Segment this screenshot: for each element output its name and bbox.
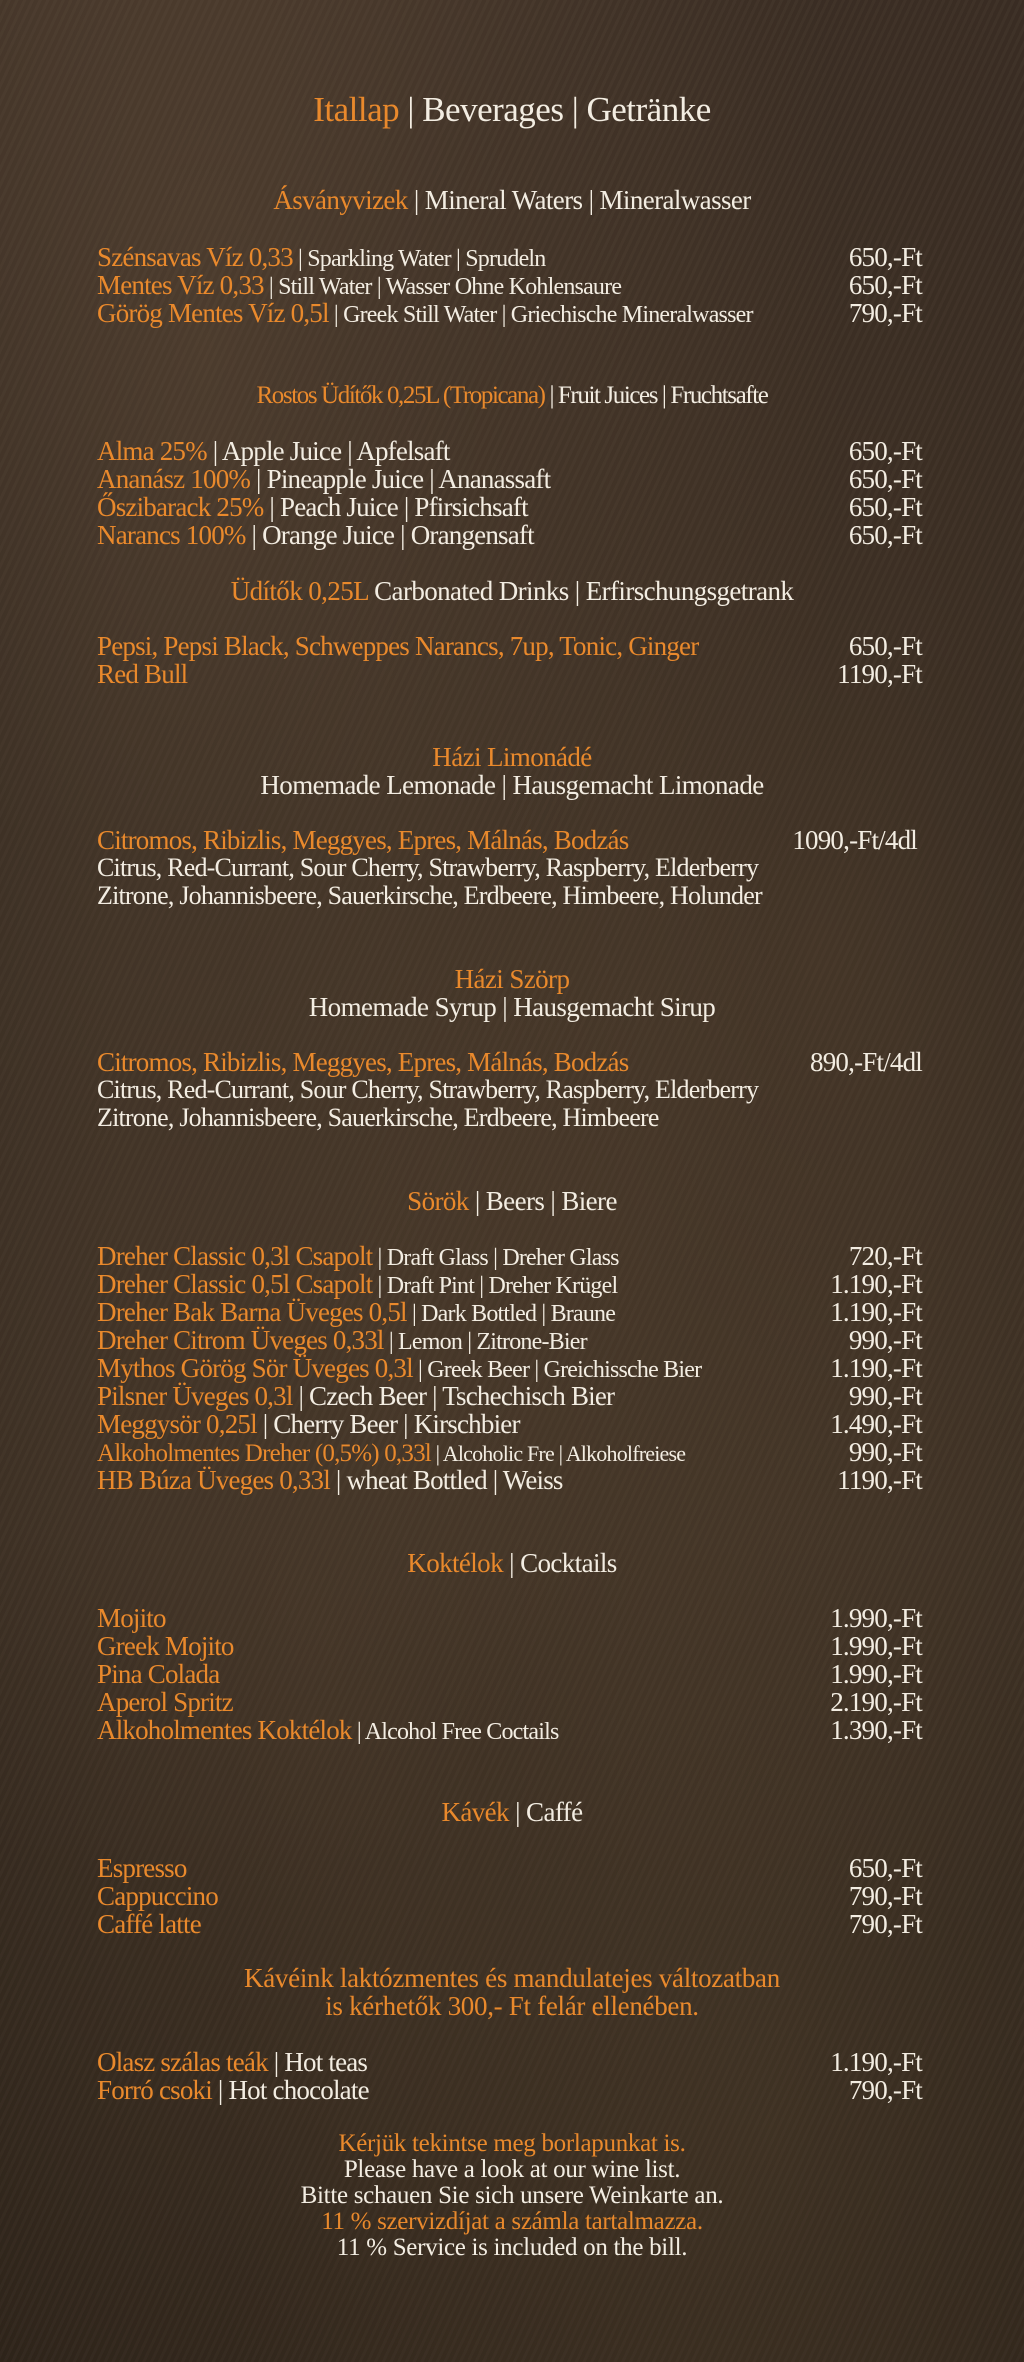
title-de: Getränke [586,90,711,129]
item-price: 1.990,-Ft [830,1603,922,1633]
section-heading-carbonated-drinks [0,576,1024,606]
item-price: 650,-Ft [848,631,922,661]
heading-hu: Üdítők 0,25L [230,576,368,606]
menu-item-pineapple-juice [97,465,922,493]
menu-item-still-water [97,271,922,299]
menu-item-cocktail [97,1632,922,1660]
menu-item-peach-juice [97,493,922,521]
item-price: 1.990,-Ft [830,1631,922,1661]
item-name-rest: | Draft Glass | Dreher Glass [372,1245,619,1271]
menu-item-beer [97,1270,922,1298]
heading-rest: | Cocktails [502,1548,617,1578]
heading-hu: Koktélok [407,1548,503,1578]
item-name-hu: Aperol Spritz [97,1687,233,1717]
menu-item-syrup-flavors [97,1048,922,1076]
flavors-hu: Citromos, Ribizlis, Meggyes, Epres, Málnás, Bodzás [97,1047,629,1077]
item-name-hu: Szénsavas Víz 0,33 [97,242,293,272]
item-name-rest: | Lemon | Zitrone-Bier [383,1329,587,1355]
item-price: 650,-Ft [848,492,922,522]
title-hu: Itallap [313,90,400,129]
item-price: 990,-Ft [848,1381,922,1411]
item-name-rest: | Peach Juice | Pfirsichsaft [263,492,528,522]
section-heading-beers [0,1186,1024,1216]
item-price: 650,-Ft [848,520,922,550]
item-name-hu: Pina Colada [97,1659,220,1689]
menu-item-sparkling-water [97,243,922,271]
item-price: 1.190,-Ft [830,1269,922,1299]
coffee-note-line-2: is kérhetők 300,- Ft felár ellenében. [325,1991,699,2021]
heading-rest: | Mineral Waters | Mineralwasser [407,185,751,215]
item-name-hu: Mentes Víz 0,33 [97,270,264,300]
item-name-rest: | Cherry Beer | Kirschbier [256,1409,520,1439]
heading-hu: Rostos Üdítők 0,25L (Tropicana) [256,382,545,409]
item-name-rest: | Czech Beer | Tschechisch Bier [292,1381,615,1411]
item-name-hu: Alkoholmentes Koktélok [97,1715,352,1745]
item-price: 650,-Ft [848,464,922,494]
item-name-rest: | Orange Juice | Orangensaft [245,520,534,550]
item-name-hu: Alkoholmentes Dreher (0,5%) 0,33l [97,1440,431,1467]
item-price: 1.490,-Ft [830,1409,922,1439]
item-price: 650,-Ft [848,1853,922,1883]
footer-service-hu: 11 % szervizdíjat a számla tartalmazza. [321,2208,703,2235]
heading-rest: | Fruit Juices | Fruchtsafte [544,382,768,409]
item-name-rest: | Draft Pint | Dreher Krügel [372,1273,618,1299]
menu-item-cocktail [97,1604,922,1632]
item-name-hu: Dreher Citrom Üveges 0,33l [97,1325,384,1355]
item-name-rest: | Hot chocolate [211,2075,369,2105]
section-heading-lemonade: Házi Limonádé [432,742,592,772]
item-price: 650,-Ft [848,270,922,300]
section-subheading-syrup: Homemade Syrup | Hausgemacht Sirup [308,992,716,1022]
item-price: 2.190,-Ft [830,1687,922,1717]
flavors-hu: Citromos, Ribizlis, Meggyes, Epres, Málnás, Bodzás [97,825,629,855]
heading-rest: | Caffé [508,1797,583,1827]
menu-item-cocktail [97,1660,922,1688]
item-name-hu: Őszibarack 25% [97,492,264,522]
menu-item-beer [97,1466,922,1494]
item-price: 1.190,-Ft [830,2047,922,2077]
item-price: 1.990,-Ft [830,1659,922,1689]
footer-wine-list-en: Please have a look at our wine list. [343,2156,681,2183]
menu-item-beer [97,1298,922,1326]
item-name-hu: Mythos Görög Sör Üveges 0,3l [97,1353,413,1383]
item-name-hu: Greek Mojito [97,1631,234,1661]
item-price: 650,-Ft [848,242,922,272]
heading-hu: Ásványvizek [273,185,408,215]
item-name-hu: HB Búza Üveges 0,33l [97,1465,330,1495]
item-price: 720,-Ft [848,1241,922,1271]
title-sep-1: | [399,90,423,129]
syrup-flavors-en: Citrus, Red-Currant, Sour Cherry, Strawberry, Raspberry, Elderberry [97,1075,759,1104]
menu-item-coffee [97,1910,922,1938]
page-title [0,90,1024,130]
item-price: 1.190,-Ft [830,1353,922,1383]
item-name-hu: Alma 25% [97,436,207,466]
heading-rest: Carbonated Drinks | Erfirschungsgetrank [368,576,794,606]
item-name-rest: | Greek Still Water | Griechische Mineralwasser [328,302,753,328]
item-price: 990,-Ft [848,1325,922,1355]
item-name-rest: | Pineapple Juice | Ananassaft [250,464,551,494]
menu-item-greek-still-water [97,299,922,327]
section-heading-fruit-juices [0,381,1024,411]
footer-wine-list-hu: Kérjük tekintse meg borlapunkat is. [338,2130,686,2157]
heading-rest: | Beers | Biere [468,1186,617,1216]
item-name-hu: Espresso [97,1853,187,1883]
menu-item-coffee [97,1882,922,1910]
item-price: 1.390,-Ft [830,1715,922,1745]
heading-hu: Kávék [441,1797,509,1827]
item-name-rest: | Dark Bottled | Braune [406,1301,616,1327]
item-name-rest: | Alcohol Free Coctails [351,1719,559,1745]
item-price: 990,-Ft [848,1437,922,1467]
heading-hu: Sörök [407,1186,469,1216]
item-price: 1190,-Ft [837,659,922,689]
item-name-rest: | Alcoholic Fre | Alkoholfreiese [430,1441,686,1466]
item-price: 890,-Ft/4dl [810,1047,922,1077]
menu-item-hot-teas [97,2048,922,2076]
item-name-hu: Red Bull [97,659,188,689]
item-name-hu: Cappuccino [97,1881,218,1911]
item-name-rest: | Sparkling Water | Sprudeln [292,246,546,272]
item-name-hu: Dreher Bak Barna Üveges 0,5l [97,1297,407,1327]
item-name-hu: Olasz szálas teák [97,2047,268,2077]
item-price: 1190,-Ft [837,1465,922,1495]
item-price: 790,-Ft [848,298,922,328]
item-name-hu: Mojito [97,1603,166,1633]
footer-service-en: 11 % Service is included on the bill. [336,2234,688,2261]
footer-wine-list-de: Bitte schauen Sie sich unsere Weinkarte an. [300,2182,724,2209]
item-name-rest: | Still Water | Wasser Ohne Kohlensaure [263,274,622,300]
item-name-rest: | Apple Juice | Apfelsaft [206,436,450,466]
menu-item-beer [97,1242,922,1270]
item-name-hu: Meggysör 0,25l [97,1409,257,1439]
menu-item-soft-drinks [97,632,922,660]
lemonade-flavors-en: Citrus, Red-Currant, Sour Cherry, Strawberry, Raspberry, Elderberry [97,853,759,882]
menu-item-lemonade-flavors [97,826,922,854]
title-en: Beverages [422,90,564,129]
section-heading-coffee [0,1797,1024,1827]
menu-item-beer [97,1326,922,1354]
item-name-rest: | Greek Beer | Greichissche Bier [412,1357,702,1383]
item-price: 790,-Ft [848,2075,922,2105]
item-name-hu: Pilsner Üveges 0,3l [97,1381,293,1411]
menu-item-apple-juice [97,437,922,465]
menu-item-orange-juice [97,521,922,549]
item-price: 790,-Ft [848,1909,922,1939]
title-sep-2: | [563,90,587,129]
item-price: 790,-Ft [848,1881,922,1911]
item-name-rest: | Hot teas [267,2047,368,2077]
item-name-hu: Görög Mentes Víz 0,5l [97,298,329,328]
item-price: 1.190,-Ft [830,1297,922,1327]
section-heading-syrup: Házi Szörp [454,964,570,994]
lemonade-flavors-de: Zitrone, Johannisbeere, Sauerkirsche, Erdbeere, Himbeere, Holunder [97,881,762,910]
item-name-hu: Forró csoki [97,2075,212,2105]
section-subheading-lemonade: Homemade Lemonade | Hausgemacht Limonade [260,770,764,800]
menu-item-beer [97,1410,922,1438]
item-name-hu: Narancs 100% [97,520,246,550]
item-name-hu: Caffé latte [97,1909,201,1939]
menu-item-cocktail [97,1716,922,1744]
item-name-hu: Dreher Classic 0,5l Csapolt [97,1269,373,1299]
item-price: 1090,-Ft/4dl [792,825,917,855]
item-name-hu: Ananász 100% [97,464,251,494]
item-name-hu: Dreher Classic 0,3l Csapolt [97,1241,373,1271]
menu-item-cocktail [97,1688,922,1716]
syrup-flavors-de: Zitrone, Johannisbeere, Sauerkirsche, Erdbeere, Himbeere [97,1103,659,1132]
menu-item-beer [97,1354,922,1382]
menu-item-coffee [97,1854,922,1882]
item-name-rest: | wheat Bottled | Weiss [329,1465,563,1495]
menu-item-beer [97,1438,922,1466]
item-name-hu: Pepsi, Pepsi Black, Schweppes Narancs, 7up, Tonic, Ginger [97,631,699,661]
menu-item-red-bull [97,660,922,688]
section-heading-cocktails [0,1548,1024,1578]
menu-item-hot-chocolate [97,2076,922,2104]
item-price: 650,-Ft [848,436,922,466]
menu-item-beer [97,1382,922,1410]
coffee-note-line-1: Kávéink laktózmentes és mandulatejes változatban [244,1963,780,1993]
section-heading-mineral-waters [0,185,1024,215]
